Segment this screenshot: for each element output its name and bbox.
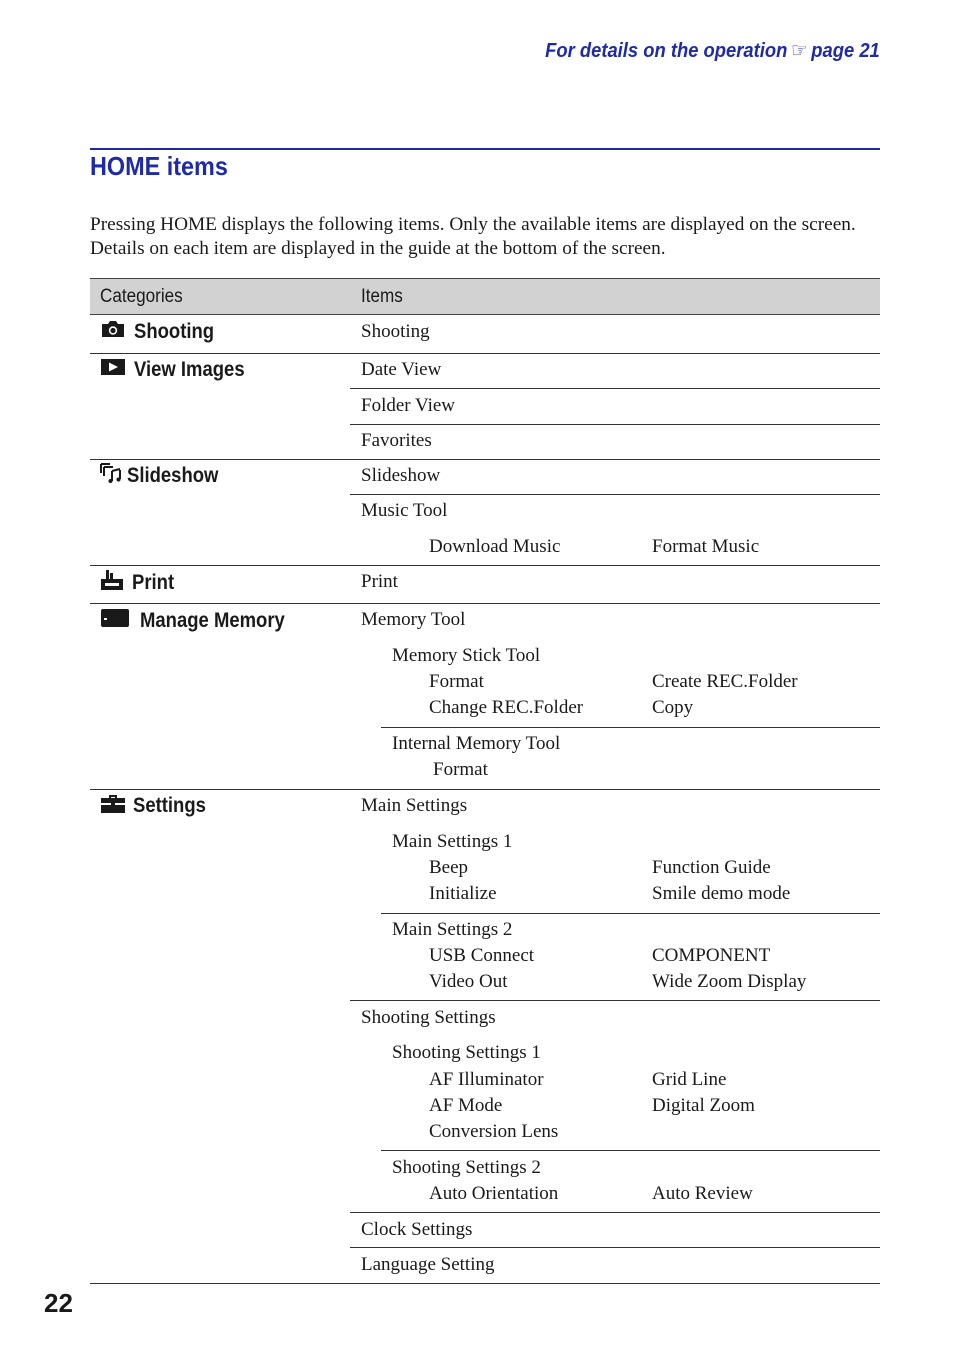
- col-header-items: Items: [361, 286, 403, 307]
- item-ms-format: Format: [429, 671, 484, 692]
- camera-icon: [100, 319, 126, 345]
- header-text: For details on the operation: [545, 40, 788, 62]
- category-label: Settings: [133, 794, 206, 817]
- play-icon: [100, 357, 126, 383]
- item-clock-settings: Clock Settings: [361, 1219, 473, 1240]
- row-divider: [90, 459, 880, 460]
- item-copy: Copy: [652, 697, 694, 718]
- category-settings: [100, 791, 216, 821]
- item-shooting-settings-2: Shooting Settings 2: [392, 1157, 541, 1178]
- item-beep: Beep: [429, 857, 469, 878]
- category-manage-memory: [100, 606, 305, 636]
- item-slideshow: Slideshow: [361, 465, 441, 486]
- item-music-tool: Music Tool: [361, 500, 448, 521]
- category-slideshow: [100, 461, 231, 491]
- item-print: Print: [361, 571, 398, 592]
- page-title: HOME items: [90, 151, 228, 181]
- item-auto-orientation: Auto Orientation: [429, 1183, 559, 1204]
- item-component: COMPONENT: [652, 945, 771, 966]
- item-initialize: Initialize: [429, 883, 497, 904]
- item-af-mode: AF Mode: [429, 1095, 503, 1116]
- row-divider: [90, 565, 880, 566]
- category-label: Slideshow: [127, 464, 219, 487]
- item-divider: [350, 424, 880, 425]
- row-divider: [90, 353, 880, 354]
- row-divider: [90, 789, 880, 790]
- item-shooting: Shooting: [361, 321, 430, 342]
- item-video-out: Video Out: [429, 971, 508, 992]
- memory-card-icon: [100, 608, 130, 634]
- print-icon: [100, 569, 124, 597]
- item-format-music: Format Music: [652, 536, 760, 557]
- item-smile-demo-mode: Smile demo mode: [652, 883, 791, 904]
- col-header-categories: Categories: [100, 286, 183, 307]
- intro-paragraph: Pressing HOME displays the following items. Only the available items are displayed on the screen. Details on each item are displayed in the guide at the bottom of the screen.: [90, 214, 856, 259]
- category-print: [100, 568, 180, 598]
- item-divider: [350, 388, 880, 389]
- item-im-format: Format: [433, 759, 488, 780]
- item-create-rec-folder: Create REC.Folder: [652, 671, 798, 692]
- item-change-rec-folder: Change REC.Folder: [429, 697, 584, 718]
- item-auto-review: Auto Review: [652, 1183, 753, 1204]
- table-header: [90, 278, 880, 315]
- item-divider: [350, 494, 880, 495]
- item-download-music: Download Music: [429, 536, 561, 557]
- title-rule: [90, 148, 880, 150]
- item-digital-zoom: Digital Zoom: [652, 1095, 755, 1116]
- toolbox-icon: [100, 792, 126, 820]
- item-divider: [350, 1212, 880, 1213]
- item-main-settings: Main Settings: [361, 795, 468, 816]
- item-usb-connect: USB Connect: [429, 945, 535, 966]
- item-date-view: Date View: [361, 359, 442, 380]
- item-favorites: Favorites: [361, 430, 432, 451]
- item-language-setting: Language Setting: [361, 1254, 495, 1275]
- category-label: Print: [132, 571, 175, 594]
- category-shooting: [100, 317, 225, 347]
- home-items-table: [90, 278, 880, 1284]
- page-number: 22: [44, 1288, 73, 1318]
- item-divider: [350, 1247, 880, 1248]
- slideshow-icon: [100, 462, 122, 490]
- item-grid-line: Grid Line: [652, 1069, 727, 1090]
- item-shooting-settings: Shooting Settings: [361, 1007, 496, 1028]
- subgroup-divider: [381, 727, 880, 728]
- item-conversion-lens: Conversion Lens: [429, 1121, 559, 1142]
- subgroup-divider: [381, 1150, 880, 1151]
- item-internal-memory-tool: Internal Memory Tool: [392, 733, 561, 754]
- item-folder-view: Folder View: [361, 395, 456, 416]
- item-wide-zoom-display: Wide Zoom Display: [652, 971, 807, 992]
- item-main-settings-2: Main Settings 2: [392, 919, 513, 940]
- category-view-images: [100, 355, 260, 385]
- item-memory-stick-tool: Memory Stick Tool: [392, 645, 541, 666]
- item-af-illuminator: AF Illuminator: [429, 1069, 544, 1090]
- pointing-hand-icon: ☞: [791, 40, 808, 62]
- item-main-settings-1: Main Settings 1: [392, 831, 513, 852]
- category-label: Shooting: [134, 320, 215, 343]
- item-divider: [350, 1000, 880, 1001]
- subgroup-divider: [381, 913, 880, 914]
- row-divider: [90, 603, 880, 604]
- category-label: View Images: [134, 358, 245, 381]
- item-shooting-settings-1: Shooting Settings 1: [392, 1042, 541, 1063]
- page-header: [545, 38, 880, 63]
- item-memory-tool: Memory Tool: [361, 609, 466, 630]
- item-function-guide: Function Guide: [652, 857, 771, 878]
- row-divider: [90, 1283, 880, 1284]
- header-page-ref[interactable]: page 21: [811, 40, 880, 62]
- category-label: Manage Memory: [140, 609, 285, 632]
